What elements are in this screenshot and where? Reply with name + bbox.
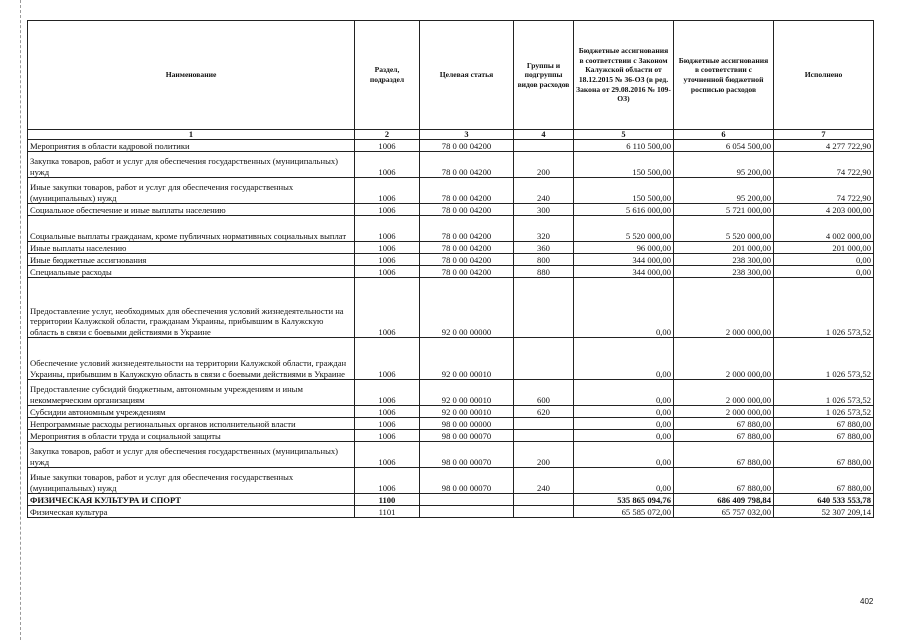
row-group: 880 [514, 266, 574, 278]
row-name: Закупка товаров, работ и услуг для обеспечения государственных (муниципальных) нужд [28, 442, 355, 468]
column-number: 3 [420, 130, 514, 140]
row-name: ФИЗИЧЕСКАЯ КУЛЬТУРА И СПОРТ [28, 494, 355, 506]
row-name: Мероприятия в области кадровой политики [28, 140, 355, 152]
row-executed: 67 880,00 [774, 468, 874, 494]
table-row [28, 442, 874, 468]
table-row [28, 242, 874, 254]
table-row [28, 254, 874, 266]
row-budget-law: 150 500,00 [574, 152, 674, 178]
row-target: 98 0 00 00070 [420, 442, 514, 468]
row-budget-law: 0,00 [574, 338, 674, 380]
row-budget-refined: 67 880,00 [674, 418, 774, 430]
row-budget-refined: 686 409 798,84 [674, 494, 774, 506]
table-row [28, 216, 874, 242]
row-section: 1006 [355, 430, 420, 442]
row-name: Иные выплаты населению [28, 242, 355, 254]
row-executed: 74 722,90 [774, 178, 874, 204]
header-budget-law: Бюджетные ассигнования в соответствии с Законом Калужской области от 18.12.2015 № 36-ОЗ (в ред. Закона от 29.08.2016 № 109-ОЗ) [574, 21, 674, 130]
row-budget-refined: 5 721 000,00 [674, 204, 774, 216]
row-target [420, 494, 514, 506]
row-name: Предоставление услуг, необходимых для обеспечения условий жизнедеятельности на территории Калужской области, гражданам Украины, прибывшим в Калужскую область в связи с боевыми действиями в Украине [28, 278, 355, 338]
row-budget-refined: 2 000 000,00 [674, 278, 774, 338]
row-name: Иные закупки товаров, работ и услуг для обеспечения государственных (муниципальных) нужд [28, 178, 355, 204]
row-budget-refined: 95 200,00 [674, 178, 774, 204]
row-section: 1006 [355, 442, 420, 468]
row-budget-refined: 95 200,00 [674, 152, 774, 178]
table-row [28, 506, 874, 518]
row-target: 92 0 00 00010 [420, 338, 514, 380]
row-target: 92 0 00 00010 [420, 406, 514, 418]
row-executed: 1 026 573,52 [774, 406, 874, 418]
row-section: 1006 [355, 152, 420, 178]
row-executed: 1 026 573,52 [774, 278, 874, 338]
header-budget-refined: Бюджетные ассигнования в соответствии с уточненной бюджетной росписью расходов [674, 21, 774, 130]
row-target [420, 506, 514, 518]
row-budget-refined: 5 520 000,00 [674, 216, 774, 242]
row-section: 1006 [355, 406, 420, 418]
row-budget-refined: 238 300,00 [674, 266, 774, 278]
row-budget-law: 0,00 [574, 468, 674, 494]
table-row [28, 152, 874, 178]
row-name: Мероприятия в области труда и социальной защиты [28, 430, 355, 442]
row-budget-refined: 6 054 500,00 [674, 140, 774, 152]
row-budget-refined: 65 757 032,00 [674, 506, 774, 518]
row-target: 78 0 00 04200 [420, 140, 514, 152]
table-row [28, 204, 874, 216]
row-section: 1006 [355, 140, 420, 152]
column-number: 5 [574, 130, 674, 140]
row-name: Социальные выплаты гражданам, кроме публичных нормативных социальных выплат [28, 216, 355, 242]
row-executed: 4 002 000,00 [774, 216, 874, 242]
row-section: 1006 [355, 380, 420, 406]
row-executed: 1 026 573,52 [774, 338, 874, 380]
column-number: 6 [674, 130, 774, 140]
row-section: 1006 [355, 266, 420, 278]
table-row [28, 380, 874, 406]
row-group: 240 [514, 178, 574, 204]
row-budget-refined: 67 880,00 [674, 442, 774, 468]
row-executed: 74 722,90 [774, 152, 874, 178]
column-number: 2 [355, 130, 420, 140]
row-budget-refined: 238 300,00 [674, 254, 774, 266]
row-executed: 201 000,00 [774, 242, 874, 254]
column-number: 7 [774, 130, 874, 140]
row-budget-law: 0,00 [574, 442, 674, 468]
binding-margin-line [20, 0, 22, 640]
row-name: Закупка товаров, работ и услуг для обеспечения государственных (муниципальных) нужд [28, 152, 355, 178]
row-name: Социальное обеспечение и иные выплаты населению [28, 204, 355, 216]
row-target: 98 0 00 00070 [420, 468, 514, 494]
row-section: 1006 [355, 278, 420, 338]
row-group [514, 140, 574, 152]
row-target: 98 0 00 00000 [420, 418, 514, 430]
row-budget-law: 0,00 [574, 278, 674, 338]
row-section: 1006 [355, 242, 420, 254]
table-row [28, 266, 874, 278]
column-number: 1 [28, 130, 355, 140]
row-executed: 67 880,00 [774, 430, 874, 442]
row-name: Предоставление субсидий бюджетным, автономным учреждениям и иным некоммерческим организациям [28, 380, 355, 406]
row-group [514, 338, 574, 380]
page-number: 402 [860, 597, 874, 606]
row-budget-law: 96 000,00 [574, 242, 674, 254]
row-executed: 0,00 [774, 254, 874, 266]
row-budget-law: 0,00 [574, 380, 674, 406]
header-name: Наименование [28, 21, 355, 130]
row-target: 98 0 00 00070 [420, 430, 514, 442]
row-budget-law: 6 110 500,00 [574, 140, 674, 152]
row-budget-refined: 201 000,00 [674, 242, 774, 254]
row-name: Физическая культура [28, 506, 355, 518]
row-budget-law: 0,00 [574, 406, 674, 418]
row-section: 1101 [355, 506, 420, 518]
row-group [514, 418, 574, 430]
row-budget-law: 5 520 000,00 [574, 216, 674, 242]
row-group: 800 [514, 254, 574, 266]
row-group [514, 430, 574, 442]
row-budget-law: 65 585 072,00 [574, 506, 674, 518]
table-row [28, 468, 874, 494]
header-target: Целевая статья [420, 21, 514, 130]
row-budget-refined: 2 000 000,00 [674, 406, 774, 418]
row-executed: 640 533 553,78 [774, 494, 874, 506]
row-group: 320 [514, 216, 574, 242]
row-group: 200 [514, 442, 574, 468]
row-group: 240 [514, 468, 574, 494]
table-row [28, 406, 874, 418]
row-group [514, 278, 574, 338]
row-section: 1006 [355, 338, 420, 380]
row-target: 78 0 00 04200 [420, 242, 514, 254]
table-row [28, 430, 874, 442]
row-budget-refined: 2 000 000,00 [674, 380, 774, 406]
table-row [28, 418, 874, 430]
row-target: 78 0 00 04200 [420, 216, 514, 242]
row-budget-refined: 2 000 000,00 [674, 338, 774, 380]
row-target: 78 0 00 04200 [420, 152, 514, 178]
row-executed: 67 880,00 [774, 442, 874, 468]
row-name: Непрограммные расходы региональных органов исполнительной власти [28, 418, 355, 430]
row-target: 78 0 00 04200 [420, 254, 514, 266]
table-row [28, 278, 874, 338]
row-group: 620 [514, 406, 574, 418]
row-section: 1006 [355, 204, 420, 216]
row-group: 360 [514, 242, 574, 254]
column-number-row [28, 130, 874, 140]
row-group [514, 494, 574, 506]
row-group: 600 [514, 380, 574, 406]
table-row [28, 178, 874, 204]
row-group: 200 [514, 152, 574, 178]
row-budget-law: 344 000,00 [574, 266, 674, 278]
row-budget-law: 0,00 [574, 418, 674, 430]
row-name: Обеспечение условий жизнедеятельности на территории Калужской области, граждан Украины, прибывшим в Калужскую область в связи с боевыми действиями в Украине [28, 338, 355, 380]
row-budget-law: 5 616 000,00 [574, 204, 674, 216]
header-row [28, 21, 874, 130]
row-target: 78 0 00 04200 [420, 204, 514, 216]
row-budget-law: 535 865 094,76 [574, 494, 674, 506]
row-section: 1006 [355, 254, 420, 266]
header-groups: Группы и подгруппы видов расходов [514, 21, 574, 130]
header-section: Раздел, подраздел [355, 21, 420, 130]
row-section: 1006 [355, 468, 420, 494]
row-budget-refined: 67 880,00 [674, 430, 774, 442]
row-section: 1006 [355, 178, 420, 204]
row-executed: 4 277 722,90 [774, 140, 874, 152]
row-budget-law: 344 000,00 [574, 254, 674, 266]
row-budget-law: 0,00 [574, 430, 674, 442]
row-executed: 52 307 209,14 [774, 506, 874, 518]
row-group: 300 [514, 204, 574, 216]
table-row [28, 338, 874, 380]
row-target: 78 0 00 04200 [420, 266, 514, 278]
row-executed: 67 880,00 [774, 418, 874, 430]
row-target: 92 0 00 00010 [420, 380, 514, 406]
row-section: 1006 [355, 216, 420, 242]
header-executed: Исполнено [774, 21, 874, 130]
row-section: 1100 [355, 494, 420, 506]
row-budget-refined: 67 880,00 [674, 468, 774, 494]
row-executed: 1 026 573,52 [774, 380, 874, 406]
row-name: Иные бюджетные ассигнования [28, 254, 355, 266]
table-row [28, 494, 874, 506]
row-group [514, 506, 574, 518]
row-name: Субсидии автономным учреждениям [28, 406, 355, 418]
row-executed: 4 203 000,00 [774, 204, 874, 216]
row-name: Иные закупки товаров, работ и услуг для обеспечения государственных (муниципальных) нужд [28, 468, 355, 494]
column-number: 4 [514, 130, 574, 140]
row-target: 78 0 00 04200 [420, 178, 514, 204]
budget-table [27, 20, 874, 518]
row-name: Специальные расходы [28, 266, 355, 278]
row-budget-law: 150 500,00 [574, 178, 674, 204]
table-row [28, 140, 874, 152]
row-target: 92 0 00 00000 [420, 278, 514, 338]
row-section: 1006 [355, 418, 420, 430]
row-executed: 0,00 [774, 266, 874, 278]
